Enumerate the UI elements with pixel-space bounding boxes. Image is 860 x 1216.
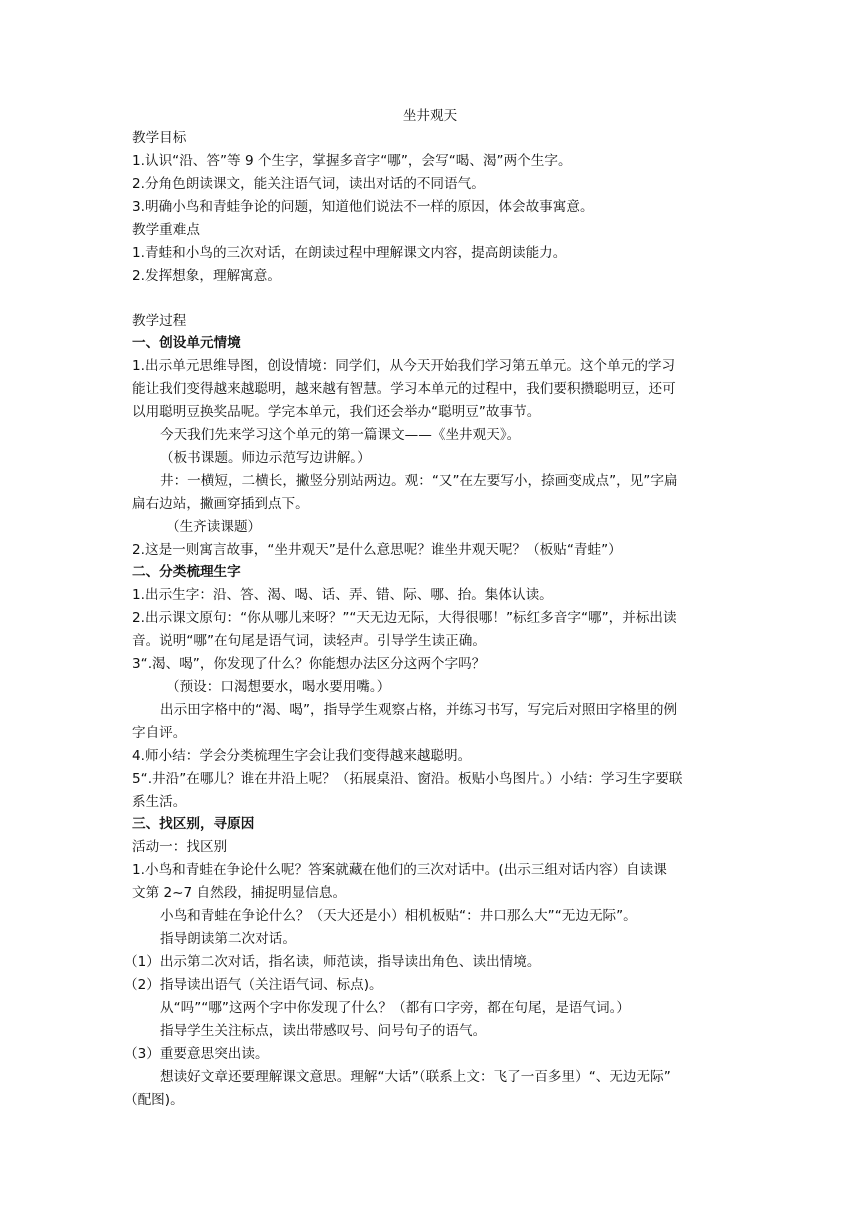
text-line: 1.出示生字：沿、答、渴、喝、话、弄、错、际、哪、抬。集体认读。	[132, 587, 553, 603]
section-heading: 教学重难点	[132, 222, 200, 238]
text-line: 5“.井沿”在哪儿？谁在井沿上呢？（拓展桌沿、窗沿。板贴小鸟图片。）小结：学习生字要联	[132, 771, 683, 787]
text-line: （生齐读课题）	[166, 519, 262, 535]
text-line: 1.青蛙和小鸟的三次对话，在朗读过程中理解课文内容，提高朗读能力。	[132, 245, 567, 261]
bold-heading: 三、找区别，寻原因	[132, 816, 255, 832]
text-line: 1.出示单元思维导图，创设情境：同学们，从今天开始我们学习第五单元。这个单元的学习	[132, 358, 676, 374]
text-line: 扁右边站，撇画穿插到点下。	[132, 496, 309, 512]
text-line: 字自评。	[132, 725, 187, 741]
text-line: 系生活。	[132, 794, 187, 810]
text-line: 4.师小结：学会分类梳理生字会让我们变得越来越聪明。	[132, 748, 472, 764]
text-line: （1）出示第二次对话，指名读，师范读，指导读出角色、读出情境。	[124, 954, 541, 970]
text-line: （3）重要意思突出读。	[124, 1046, 269, 1062]
text-line: 3.明确小鸟和青蛙争论的问题，知道他们说法不一样的原因，体会故事寓意。	[132, 199, 594, 215]
text-line: 2.出示课文原句：“你从哪儿来呀？”“天无边无际，大得很哪！”标红多音字“哪”，并标出读	[132, 610, 677, 626]
page-title: 坐井观天	[402, 108, 458, 124]
text-line: 2.发挥想象，理解寓意。	[132, 268, 281, 284]
text-line: 3“.渴、喝”，你发现了什么？你能想办法区分这两个字吗？	[132, 656, 486, 672]
text-line: 文第 2~7 自然段，捕捉明显信息。	[132, 885, 347, 901]
text-line: 指导朗读第二次对话。	[160, 931, 296, 947]
bold-heading: 二、分类梳理生字	[132, 564, 241, 580]
bold-heading: 一、创设单元情境	[132, 335, 241, 351]
text-line: 井：一横短，二横长，撇竖分别站两边。观：“又”在左要写小，捺画变成点”，见”字扁	[160, 473, 678, 489]
text-line: 活动一：找区别	[132, 839, 228, 855]
text-line: 想读好文章还要理解课文意思。理解“大话”（联系上文：飞了一百多里）“、无边无际”	[160, 1069, 671, 1085]
text-line: 1.小鸟和青蛙在争论什么呢？答案就藏在他们的三次对话中。(出示三组对话内容）自读课	[132, 862, 667, 878]
text-line: 音。说明“哪”在句尾是语气词，读轻声。引导学生读正确。	[132, 633, 486, 649]
text-line: 出示田字格中的“渴、喝”，指导学生观察占格，并练习书写，写完后对照田字格里的例	[160, 702, 678, 718]
text-line: 指导学生关注标点，读出带感叹号、问号句子的语气。	[160, 1023, 487, 1039]
section-heading: 教学目标	[132, 130, 187, 146]
text-line: 从“吗”“哪”这两个字中你发现了什么？（都有口字旁，都在句尾，是语气词。）	[160, 1000, 630, 1016]
text-line: 2.分角色朗读课文，能关注语气词，读出对话的不同语气。	[132, 176, 485, 192]
text-line: 1.认识“沿、答”等 9 个生字，掌握多音字“哪”，会写“喝、渴”两个生字。	[132, 153, 572, 169]
text-line: （配图)。	[124, 1092, 184, 1108]
text-line: （预设：口渴想要水，喝水要用嘴。）	[166, 679, 391, 695]
text-line: 今天我们先来学习这个单元的第一篇课文——《坐井观天》。	[160, 427, 521, 443]
text-line: （2）指导读出语气（关注语气词、标点)。	[124, 977, 383, 993]
text-line: 能让我们变得越来越聪明，越来越有智慧。学习本单元的过程中，我们要积攒聪明豆，还可	[132, 381, 676, 397]
section-heading: 教学过程	[132, 313, 187, 329]
text-line: 以用聪明豆换奖品呢。学完本单元，我们还会举办“聪明豆”故事节。	[132, 404, 541, 420]
text-line: 小鸟和青蛙在争论什么？（天大还是小）相机板贴“：井口那么大”“无边无际”。	[160, 908, 637, 924]
text-line: （板书课题。师边示范写边讲解。）	[160, 450, 371, 466]
text-line: 2.这是一则寓言故事，“坐井观天”是什么意思呢？谁坐井观天呢？（板贴“青蛙”）	[132, 542, 622, 558]
